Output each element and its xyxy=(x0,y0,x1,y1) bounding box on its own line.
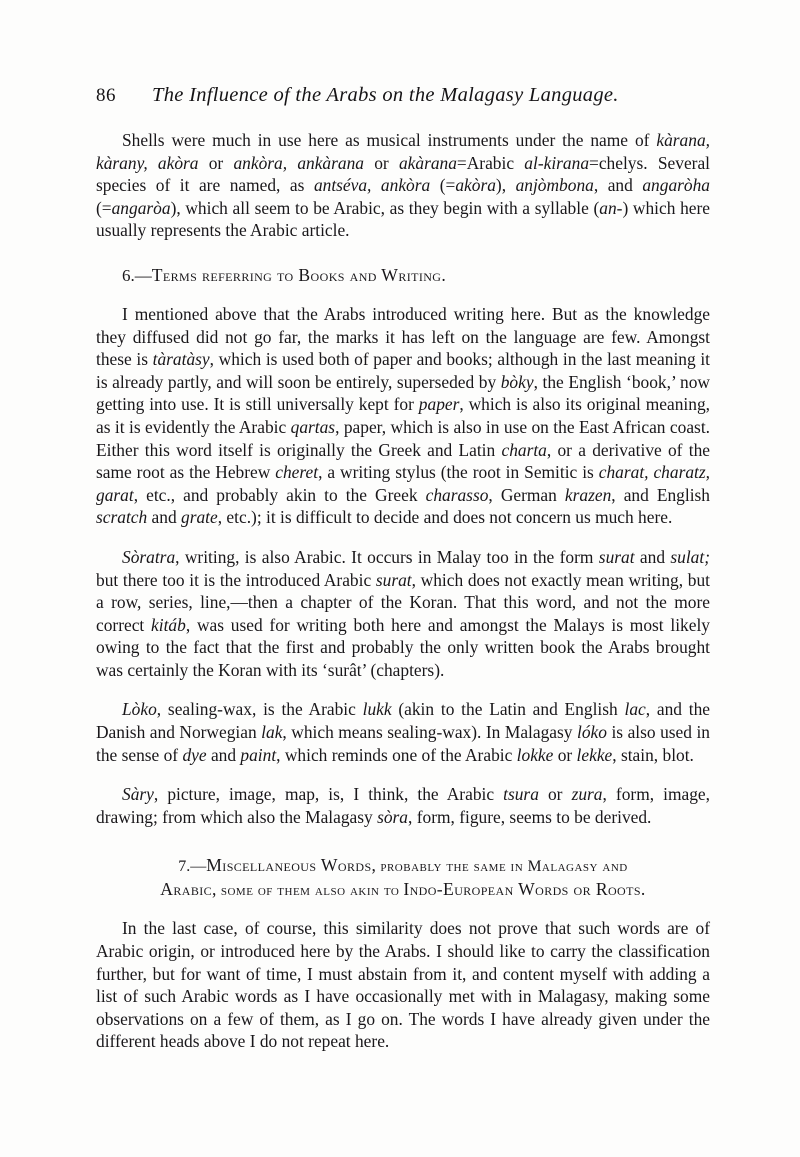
italic-term: krazen xyxy=(564,484,612,505)
paragraph-shells xyxy=(96,129,710,242)
text-run: or xyxy=(198,152,234,173)
section-title-arabic: Arabic, xyxy=(160,879,217,900)
text-run: , etc.); it is difficult to decide and does not concern us much here. xyxy=(217,507,673,528)
running-head xyxy=(96,84,710,107)
italic-term: paint xyxy=(240,744,277,765)
section-number: 6.— xyxy=(122,265,152,285)
text-run: or xyxy=(553,744,577,765)
paragraph-last-case xyxy=(96,917,710,1053)
running-title: The Influence of the Arabs on the Malagasy Language. xyxy=(152,84,619,106)
text-run: , and xyxy=(593,175,643,196)
italic-term: dye xyxy=(182,744,207,765)
italic-term: antséva, ankòra xyxy=(313,175,431,196)
text-run: , or a derivative of the same root as the Hebrew xyxy=(96,439,710,483)
italic-term: charat, charatz, garat xyxy=(96,462,710,505)
italic-term: angaròa xyxy=(111,197,171,218)
text-run: or xyxy=(363,152,399,173)
text-run: and xyxy=(206,744,241,765)
italic-term: Sàry xyxy=(122,784,154,805)
text-run: ), xyxy=(495,175,516,196)
paragraph-sary xyxy=(96,783,710,828)
text-run: I mentioned above that the Arabs introduced writing here. But as the knowledge they diffused did not go far, the marks it has left on the language are few. Amongst these is xyxy=(96,303,710,370)
italic-term: an- xyxy=(599,197,623,218)
text-run: Shells were much in use here as musical instruments under the name of xyxy=(122,130,657,150)
text-run: , paper, which is also in use on the East African coast. Either this word itself is originally the Greek and Latin xyxy=(96,416,710,460)
italic-term: lac xyxy=(624,699,646,720)
italic-term: charta xyxy=(501,439,547,460)
section-number: 7.— xyxy=(178,858,207,876)
italic-term: lekke xyxy=(576,744,613,765)
text-run: , sealing-wax, is the Arabic xyxy=(156,699,363,720)
text-run: or xyxy=(538,784,572,805)
italic-term: akòra xyxy=(455,175,496,196)
text-run: ) which here usually represents the Arabic article. xyxy=(96,197,710,241)
section-title-rest: probably the same in Malagasy and xyxy=(380,858,628,876)
italic-term: charasso xyxy=(425,484,489,505)
italic-term: kitáb xyxy=(151,614,186,635)
italic-term: surat xyxy=(598,546,635,567)
text-run: , picture, image, map, is, I think, the Arabic xyxy=(153,784,504,805)
text-run: and xyxy=(147,507,182,528)
italic-term: kàrana, kàrany, akòra xyxy=(96,130,710,173)
italic-term: lokke xyxy=(516,744,554,765)
italic-term: cheret xyxy=(275,462,319,483)
italic-term: Lòko xyxy=(122,699,157,720)
italic-term: lóko xyxy=(577,722,607,743)
text-run: (akin to the Latin and English xyxy=(391,699,625,720)
section-heading-7-line-1 xyxy=(96,854,710,878)
section-heading-7-line-2 xyxy=(96,878,710,902)
italic-term: al-kirana xyxy=(524,152,590,173)
text-run: , the English ‘book,’ now getting into use. It is still universally kept for xyxy=(96,371,710,415)
italic-term: akàrana xyxy=(398,152,457,173)
text-run: (= xyxy=(96,197,112,218)
paragraph-writing xyxy=(96,303,710,529)
text-run: , writing, is also Arabic. It occurs in Malay too in the form xyxy=(175,546,599,567)
paragraph-soratra xyxy=(96,546,710,682)
italic-term: sulat; xyxy=(670,546,711,567)
italic-term: bòky xyxy=(500,371,534,392)
italic-term: surat xyxy=(375,569,412,590)
section-heading-7 xyxy=(96,854,710,902)
text-run: =Arabic xyxy=(456,152,525,173)
text-run: ), which all seem to be Arabic, as they begin with a syllable ( xyxy=(170,197,600,218)
section-title: Terms referring to Books and Writing. xyxy=(151,264,447,285)
text-run: , etc., and probably akin to the Greek xyxy=(133,484,426,505)
paragraph-loko xyxy=(96,698,710,766)
italic-term: lak xyxy=(261,722,283,743)
italic-term: tsura xyxy=(503,784,539,805)
text-run: but there too it is the introduced Arabic xyxy=(96,569,376,590)
italic-term: qartas xyxy=(290,416,336,437)
italic-term: zura xyxy=(571,784,603,805)
page-number: 86 xyxy=(96,85,116,106)
section-title-main: Miscellaneous Words, xyxy=(206,855,377,876)
text-run: , which is used both of paper and books; although in the last meaning it is already partly, and will soon be entirely, superseded by xyxy=(96,349,710,392)
text-run: , and English xyxy=(611,484,710,505)
text-run: , form, image, drawing; from which also the Malagasy xyxy=(96,784,710,827)
text-run: , which means sealing-wax). In Malagasy xyxy=(282,722,577,743)
text-run: , German xyxy=(488,484,565,505)
italic-term: lukk xyxy=(362,699,392,720)
italic-term: tàratàsy xyxy=(152,349,210,370)
italic-term: anjòmbona xyxy=(515,175,594,196)
italic-term: grate xyxy=(181,507,218,528)
italic-term: scratch xyxy=(96,507,148,528)
section-title-indo-european: Indo-European Words or Roots. xyxy=(403,879,646,900)
text-run: is also used in the sense of xyxy=(96,722,710,765)
section-title-connector: some of them also akin to xyxy=(220,882,400,900)
text-run: , form, figure, seems to be derived. xyxy=(408,806,652,827)
text-run: , stain, blot. xyxy=(612,744,694,765)
text-run: (= xyxy=(430,175,456,196)
italic-term: ankòra, ankàrana xyxy=(233,152,364,173)
text-run: , a writing stylus (the root in Semitic is xyxy=(318,462,599,483)
page-content-area xyxy=(96,84,710,1070)
text-run: , which is also its original meaning, as it is evidently the Arabic xyxy=(96,394,710,437)
italic-term: Sòratra xyxy=(122,546,176,567)
section-heading-6 xyxy=(96,264,710,287)
text-run: =chelys. Several species of it are named, as xyxy=(96,152,710,196)
text-run: , was used for writing both here and amongst the Malays is most likely owing to the fact that the first and probably the only written book the Arabs brought was certainly the Koran with its ‘surât’ (chapters). xyxy=(96,614,710,680)
italic-term: paper xyxy=(418,394,460,415)
text-run: , which does not exactly mean writing, but a row, series, line,—then a chapter of the Koran. That this word, and not the more correct xyxy=(96,569,710,635)
text-run: , which reminds one of the Arabic xyxy=(276,744,517,765)
italic-term: sòra xyxy=(377,806,409,827)
text-run: and xyxy=(634,546,671,567)
italic-term: angaròha xyxy=(642,175,710,196)
text-run: , and the Danish and Norwegian xyxy=(96,699,710,743)
text-run: In the last case, of course, this similarity does not prove that such words are of Arabic origin, or introduced here by the Arabs. I should like to carry the classification further, but for want of time, I must abstain from it, and content myself with adding a list of such Arabic words as I have occasionally met with in Malagasy, making some observations on a few of them, as I go on. The words I have already given under the different heads above I do not repeat here. xyxy=(96,918,710,1052)
